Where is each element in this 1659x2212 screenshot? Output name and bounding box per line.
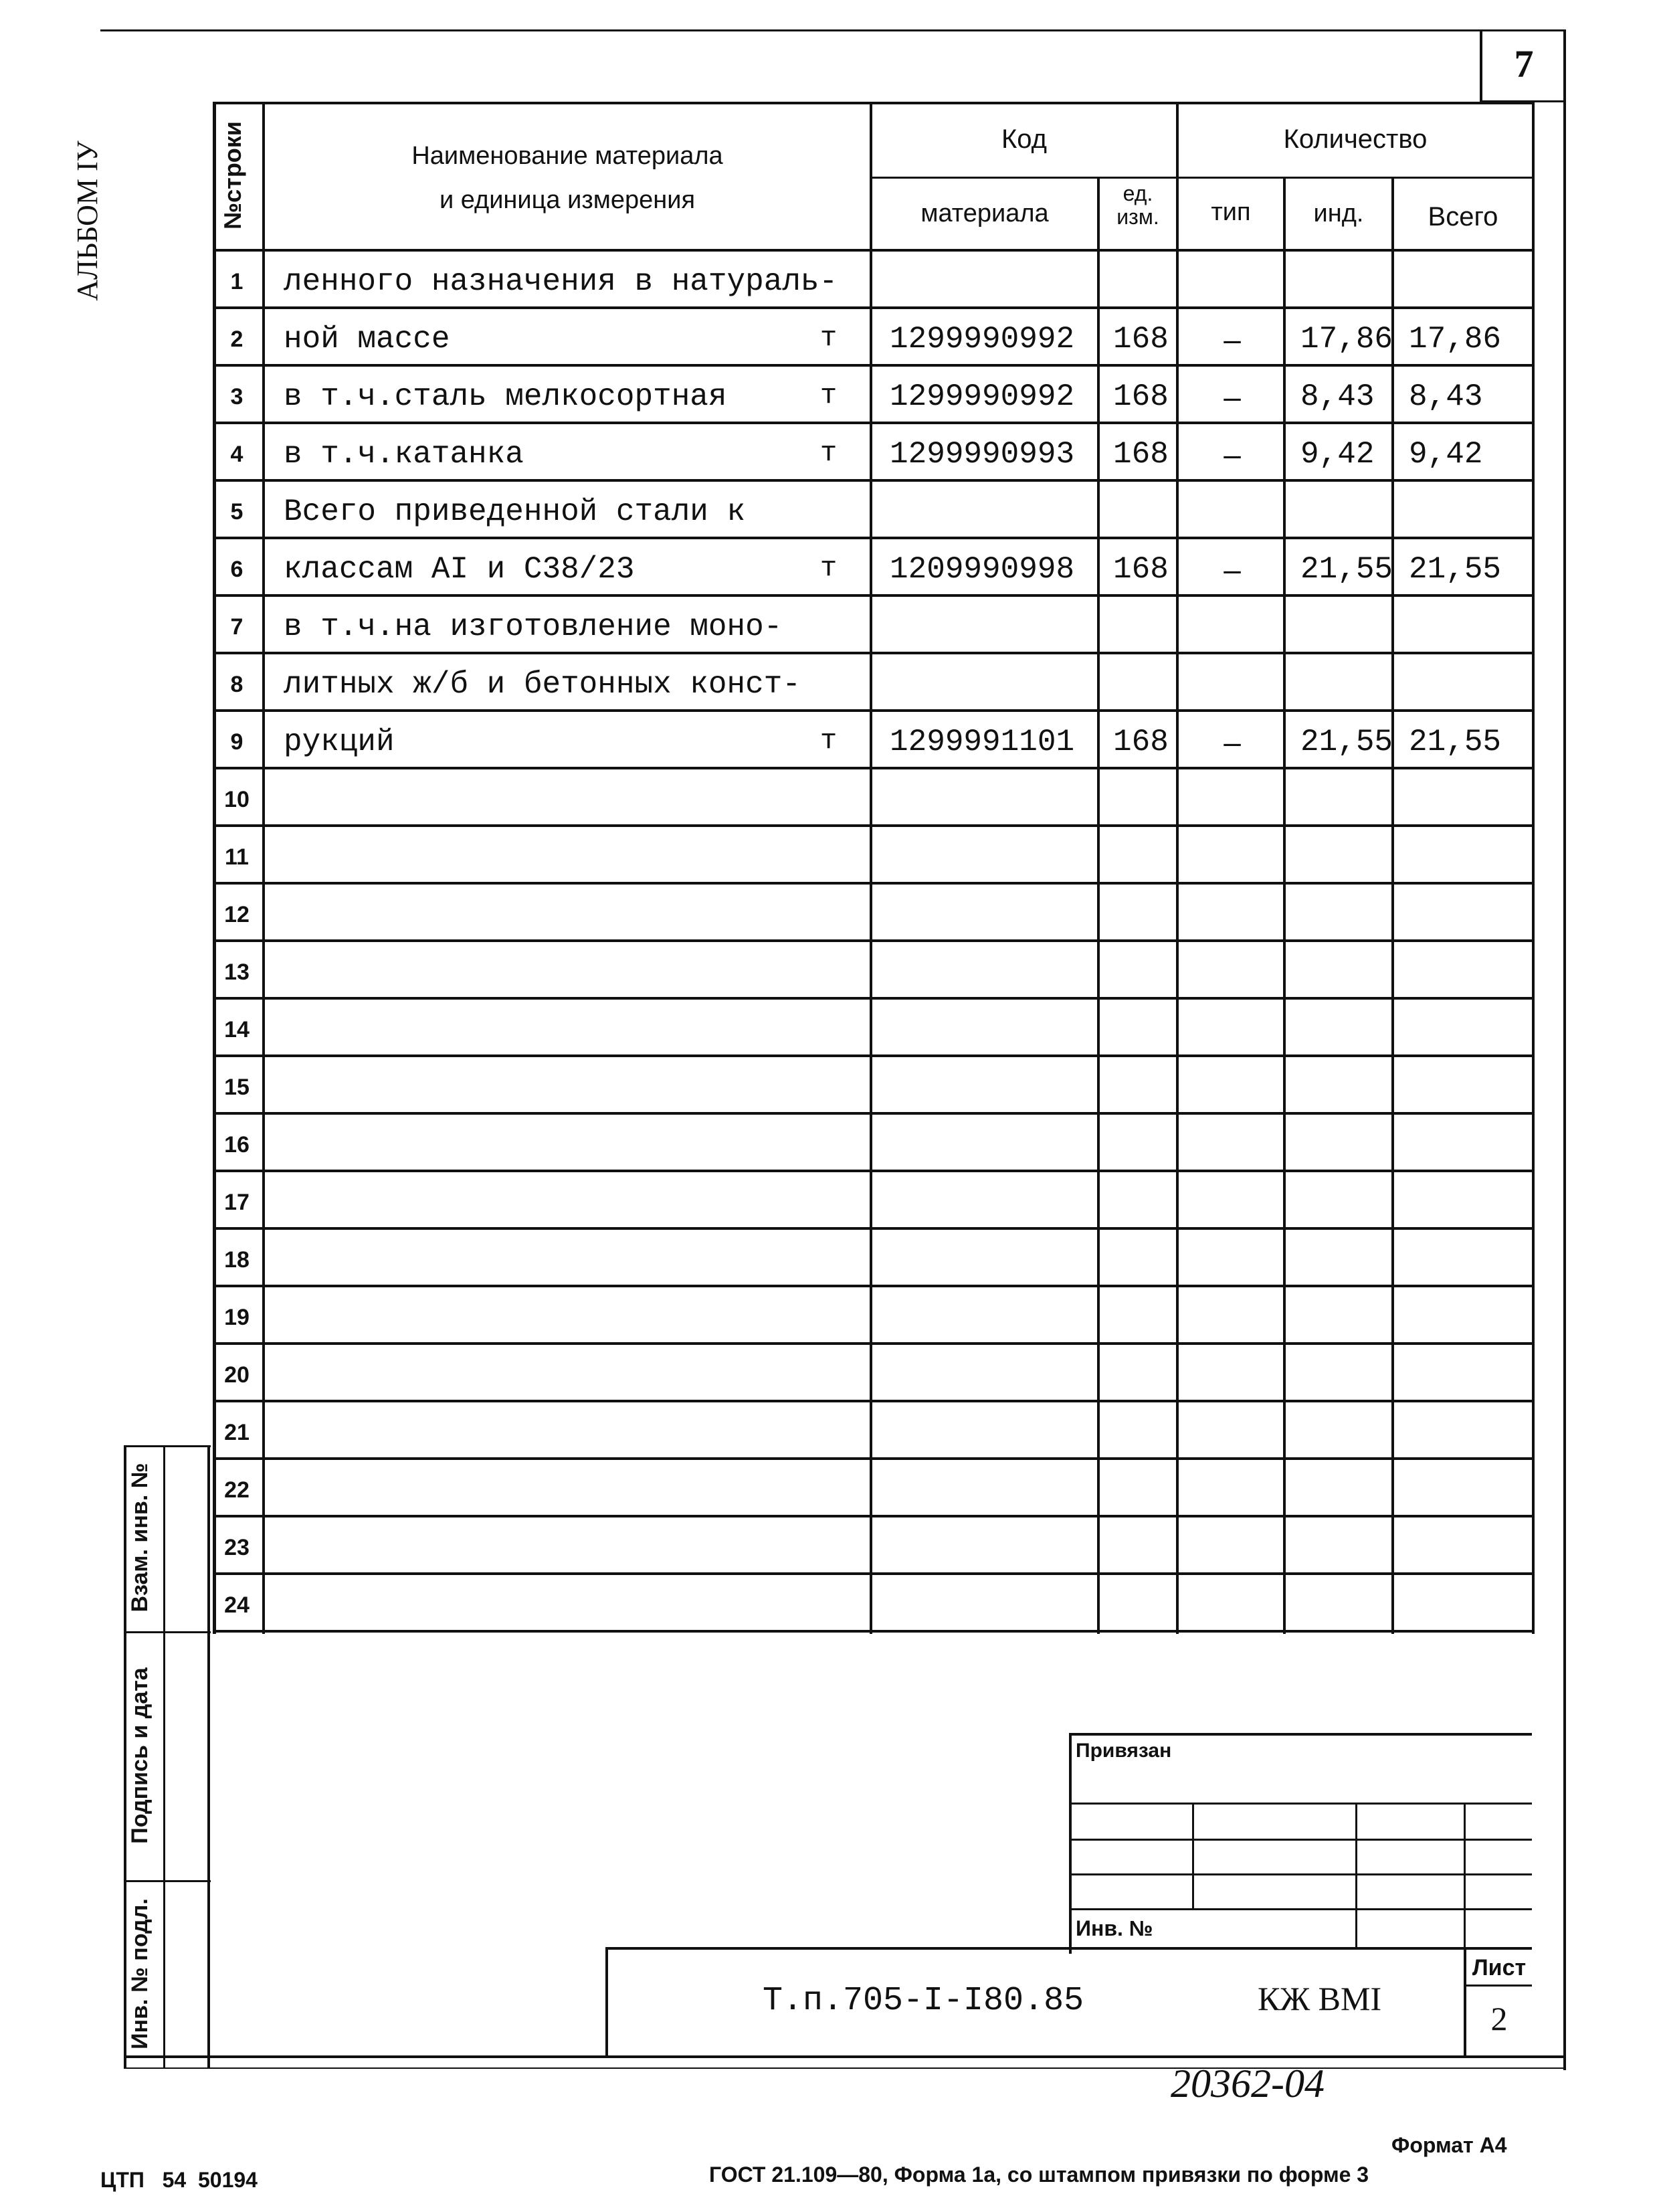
row-divider — [213, 939, 1535, 942]
row-divider — [213, 1285, 1535, 1287]
row-divider — [213, 882, 1535, 885]
header-qty-group: Количество — [1283, 124, 1428, 154]
frame-top-line — [100, 29, 1565, 31]
row-number: 7 — [230, 614, 243, 640]
footer-left-code: ЦТП 54 50194 — [100, 2168, 258, 2192]
row-number: 1 — [230, 269, 243, 294]
unit-of-measure: т — [820, 725, 838, 757]
side-inv-podl: Инв. № подл. — [127, 1898, 153, 2049]
stamp-privyazan: Привязан — [1076, 1740, 1172, 1762]
material-name: в т.ч.на изготовление моно- — [284, 610, 783, 644]
row-number: 10 — [224, 787, 250, 812]
row-number: 23 — [224, 1535, 250, 1560]
row-number: 16 — [224, 1132, 250, 1158]
handwritten-number: 20362-04 — [1171, 2061, 1325, 2106]
row-divider — [213, 1054, 1535, 1057]
album-label: АЛЬБОМ IУ — [71, 141, 104, 301]
row-number: 22 — [224, 1477, 250, 1503]
row-number: 15 — [224, 1075, 250, 1100]
material-code: 1299990992 — [890, 322, 1075, 357]
unit-of-measure: т — [820, 379, 838, 411]
row-number: 24 — [224, 1592, 250, 1618]
sheet-number-top: 7 — [1514, 42, 1534, 86]
row-divider — [213, 364, 1535, 367]
row-divider — [213, 594, 1535, 597]
row-divider — [213, 1342, 1535, 1345]
material-code: 1299991101 — [890, 725, 1075, 759]
row-number: 14 — [224, 1017, 250, 1042]
unit-of-measure: т — [820, 322, 838, 354]
material-code: 1299990992 — [890, 379, 1075, 414]
row-divider — [213, 1400, 1535, 1402]
material-code: 1209990998 — [890, 552, 1075, 587]
material-name: классам АI и С38/23 — [284, 552, 635, 587]
header-code-group: Код — [1001, 124, 1047, 154]
row-number: 12 — [224, 902, 250, 927]
material-name: в т.ч.сталь мелкосортная — [284, 379, 727, 414]
unit-of-measure: т — [820, 437, 838, 469]
row-number: 8 — [230, 672, 243, 697]
qty-individual: 21,55 — [1300, 725, 1393, 759]
qty-total: 17,86 — [1409, 322, 1502, 357]
row-divider — [213, 767, 1535, 769]
row-divider — [213, 1515, 1535, 1517]
side-vzam-inv: Взам. инв. № — [127, 1463, 153, 1612]
qty-type: – — [1224, 437, 1241, 472]
row-divider — [213, 1112, 1535, 1115]
header-qty-total: Всего — [1428, 202, 1498, 232]
qty-individual: 21,55 — [1300, 552, 1393, 587]
qty-individual: 17,86 — [1300, 322, 1393, 357]
stamp-list-label: Лист — [1472, 1955, 1527, 1980]
row-number: 5 — [230, 499, 243, 525]
stamp-designation: Т.п.705-I-I80.85 — [763, 1982, 1084, 2020]
row-divider — [213, 306, 1535, 309]
row-divider — [213, 479, 1535, 482]
row-number: 21 — [224, 1420, 250, 1445]
qty-individual: 9,42 — [1300, 437, 1375, 472]
qty-type: – — [1224, 725, 1241, 759]
row-number: 9 — [230, 729, 243, 755]
row-divider — [213, 1630, 1535, 1633]
row-number: 11 — [225, 844, 249, 870]
row-divider — [213, 422, 1535, 424]
footer-gost: ГОСТ 21.109—80, Форма 1а, со штампом привязки по форме 3 — [709, 2162, 1369, 2187]
row-divider — [213, 1170, 1535, 1172]
header-name-line1: Наименование материала — [411, 142, 723, 170]
header-qty-ind: инд. — [1313, 199, 1364, 227]
frame-bottom-line-thin — [124, 2067, 1565, 2069]
header-row-number: №строки — [219, 121, 246, 229]
qty-type: – — [1224, 379, 1241, 414]
header-name-line2: и единица измерения — [439, 186, 696, 214]
stamp-mark: КЖ ВМI — [1258, 1980, 1382, 2017]
unit-code: 168 — [1113, 379, 1169, 414]
row-divider — [213, 1572, 1535, 1575]
row-number: 3 — [230, 384, 243, 409]
frame-bottom-line — [124, 2055, 1565, 2058]
row-divider — [213, 652, 1535, 654]
unit-of-measure: т — [820, 552, 838, 584]
material-name: ной массе — [284, 322, 450, 357]
qty-total: 21,55 — [1409, 552, 1502, 587]
side-podpis-data: Подпись и дата — [127, 1667, 153, 1844]
row-number: 18 — [224, 1247, 250, 1273]
stamp-inv-no: Инв. № — [1076, 1916, 1153, 1940]
unit-code: 168 — [1113, 322, 1169, 357]
qty-total: 21,55 — [1409, 725, 1502, 759]
qty-type: – — [1224, 322, 1241, 357]
qty-individual: 8,43 — [1300, 379, 1375, 414]
row-divider — [213, 709, 1535, 712]
header-qty-type: тип — [1211, 198, 1251, 226]
header-code-unit: ед. изм. — [1116, 181, 1159, 229]
row-number: 2 — [230, 327, 243, 352]
material-name: рукций — [284, 725, 395, 759]
qty-type: – — [1224, 552, 1241, 587]
row-number: 19 — [224, 1305, 250, 1330]
unit-code: 168 — [1113, 437, 1169, 472]
header-code-material: материала — [920, 199, 1049, 227]
unit-code: 168 — [1113, 552, 1169, 587]
row-divider — [213, 1227, 1535, 1230]
stamp-list-value: 2 — [1490, 2000, 1508, 2037]
row-divider — [213, 537, 1535, 539]
material-name: в т.ч.катанка — [284, 437, 524, 472]
material-name: литных ж/б и бетонных конст- — [284, 667, 801, 702]
qty-total: 8,43 — [1409, 379, 1483, 414]
row-divider — [213, 1457, 1535, 1460]
material-name: ленного назначения в натураль- — [284, 264, 838, 299]
row-number: 20 — [224, 1362, 250, 1388]
format-label: Формат А4 — [1391, 2133, 1507, 2157]
material-code: 1299990993 — [890, 437, 1075, 472]
row-number: 17 — [224, 1190, 250, 1215]
row-divider — [213, 824, 1535, 827]
frame-right-line — [1563, 29, 1566, 2070]
row-number: 6 — [230, 557, 243, 582]
row-number: 4 — [230, 442, 243, 467]
row-number: 13 — [224, 959, 250, 985]
row-divider — [213, 997, 1535, 1000]
unit-code: 168 — [1113, 725, 1169, 759]
qty-total: 9,42 — [1409, 437, 1483, 472]
material-name: Всего приведенной стали к — [284, 494, 746, 529]
